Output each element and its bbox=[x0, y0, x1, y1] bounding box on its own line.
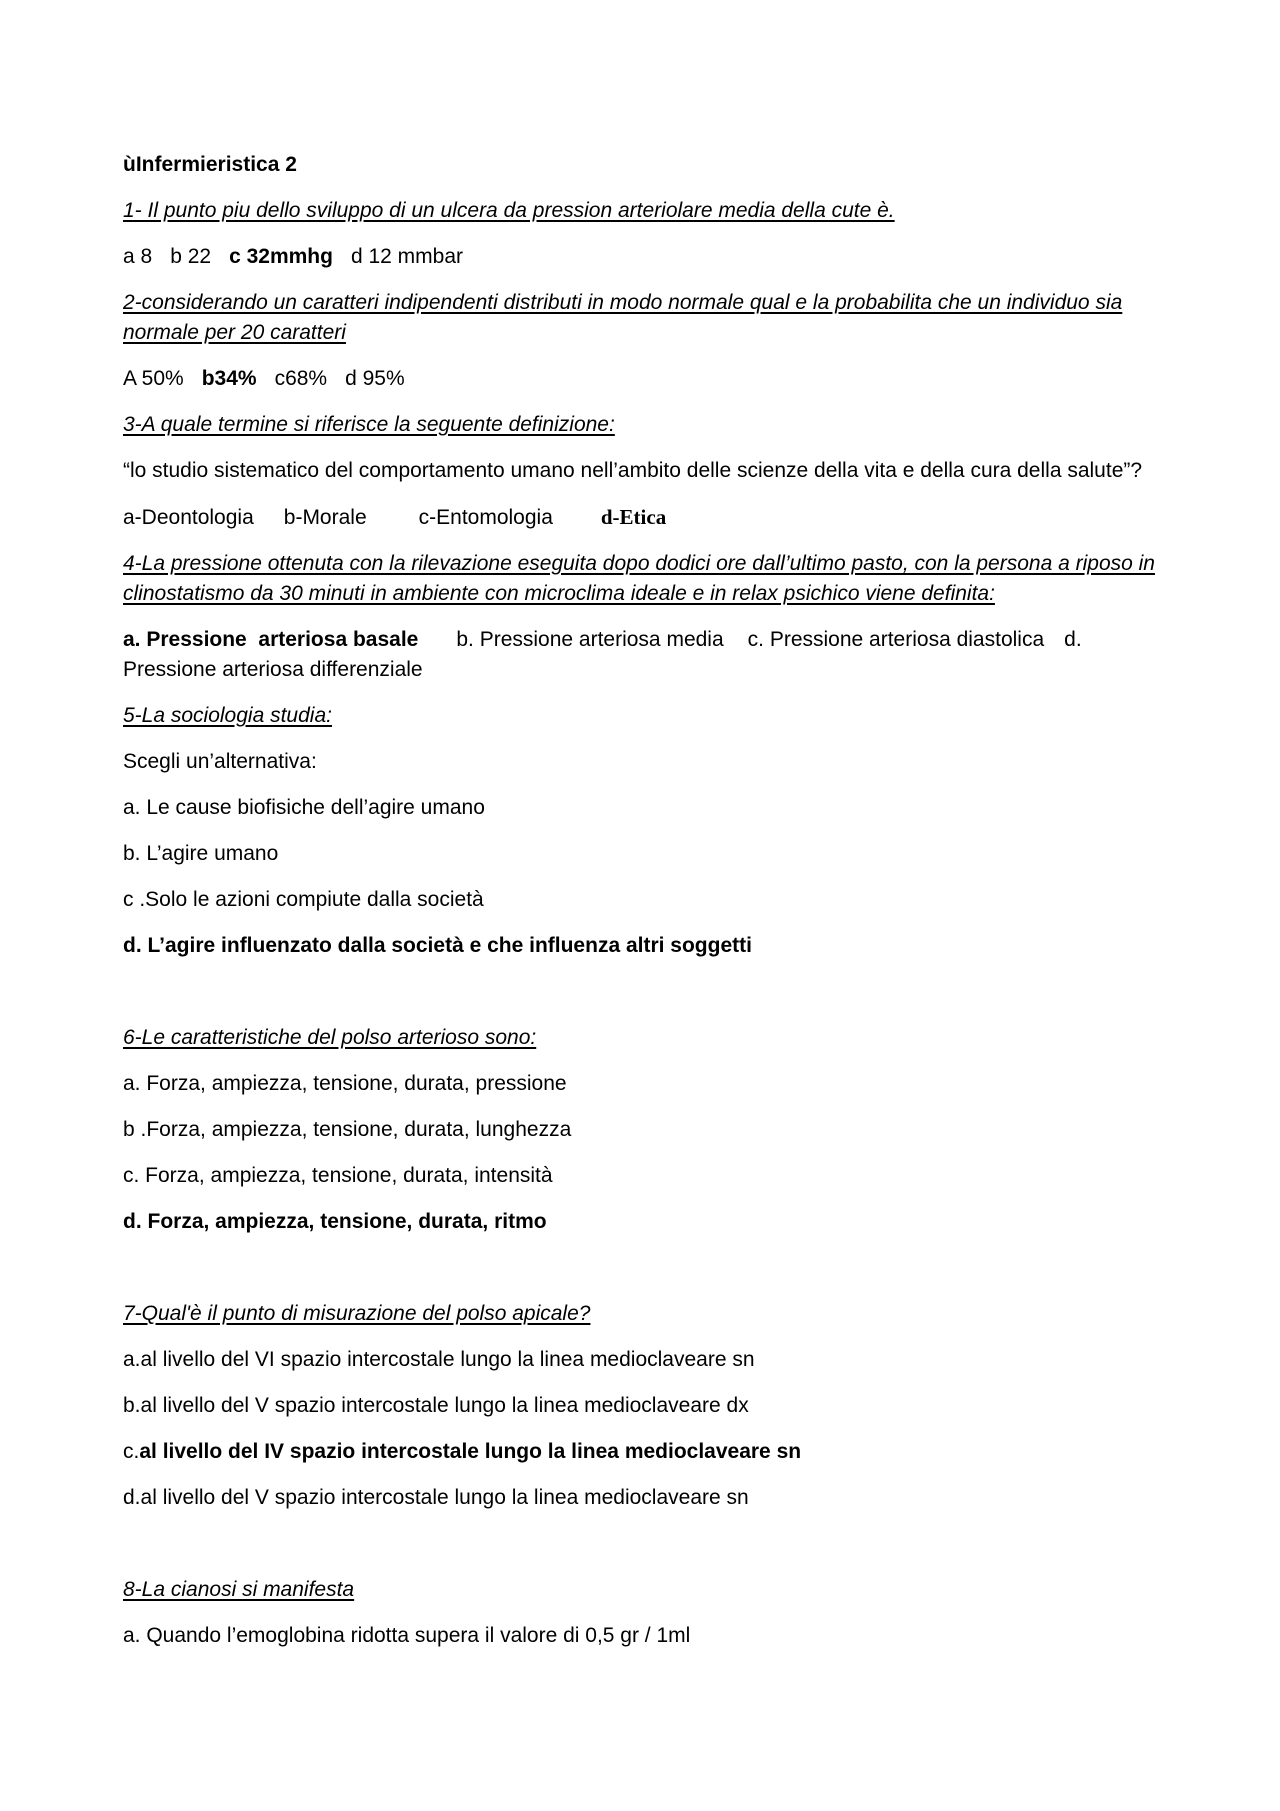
q7-option-c-correct bbox=[123, 1437, 1163, 1467]
q3-option-a: a-Deontologia bbox=[123, 506, 254, 529]
q7-option-d: d.al livello del V spazio intercostale lungo la linea medioclaveare sn bbox=[123, 1486, 749, 1509]
question-8: 8-La cianosi si manifesta bbox=[123, 1578, 355, 1601]
question-5-prompt: Scegli un’alternativa: bbox=[123, 750, 317, 773]
q6-option-c: c. Forza, ampiezza, tensione, durata, intensità bbox=[123, 1164, 553, 1187]
q7-option-c-text: al livello del IV spazio intercostale lungo la linea medioclaveare sn bbox=[139, 1440, 802, 1463]
question-1: 1- Il punto piu dello sviluppo di un ulcera da pression arteriolare media della cute è. bbox=[123, 199, 895, 222]
q3-option-b: b-Morale bbox=[283, 506, 367, 529]
q2-option-b-correct: b34% bbox=[201, 367, 257, 390]
q8-option-a: a. Quando l’emoglobina ridotta supera il valore di 0,5 gr / 1ml bbox=[123, 1624, 691, 1647]
question-5: 5-La sociologia studia: bbox=[123, 704, 332, 727]
question-6: 6-Le caratteristiche del polso arterioso sono: bbox=[123, 1026, 537, 1049]
q7-option-a: a.al livello del VI spazio intercostale lungo la linea medioclaveare sn bbox=[123, 1348, 755, 1371]
document-body bbox=[123, 150, 1163, 1667]
q1-option-c-correct: c 32mmhg bbox=[229, 245, 333, 268]
q5-option-a: a. Le cause biofisiche dell’agire umano bbox=[123, 796, 485, 819]
q4-option-b: b. Pressione arteriosa media bbox=[456, 628, 724, 651]
q6-option-a: a. Forza, ampiezza, tensione, durata, pressione bbox=[123, 1072, 567, 1095]
document-title: ùInfermieristica 2 bbox=[123, 153, 297, 176]
q1-option-a: a 8 bbox=[123, 245, 153, 268]
spacer bbox=[123, 977, 1163, 1023]
q3-option-c: c-Entomologia bbox=[418, 506, 553, 529]
question-2: 2-considerando un caratteri indipendenti distributi in modo normale qual e la probabilita che un individuo sia normale per 20 caratteri bbox=[123, 291, 1123, 344]
spacer bbox=[123, 1253, 1163, 1299]
question-3: 3-A quale termine si riferisce la seguente definizione: bbox=[123, 413, 615, 436]
q2-option-c: c68% bbox=[274, 367, 328, 390]
q1-option-d: d 12 mmbar bbox=[350, 245, 463, 268]
question-1-options bbox=[123, 242, 1163, 272]
spacer bbox=[123, 1529, 1163, 1575]
q4-option-a-correct: a. Pressione arteriosa basale bbox=[123, 628, 419, 651]
q2-option-d: d 95% bbox=[345, 367, 405, 390]
q5-option-b: b. L’agire umano bbox=[123, 842, 279, 865]
question-3-definition: “lo studio sistematico del comportamento umano nell’ambito delle scienze della vita e della cura della salute”? bbox=[123, 459, 1143, 482]
question-7: 7-Qual'è il punto di misurazione del polso apicale? bbox=[123, 1302, 591, 1325]
question-3-options bbox=[123, 502, 1163, 533]
q5-option-c: c .Solo le azioni compiute dalla società bbox=[123, 888, 484, 911]
q4-option-d: d. Pressione arteriosa differenziale bbox=[123, 628, 1082, 681]
q5-option-d-correct: d. L’agire influenzato dalla società e che influenza altri soggetti bbox=[123, 934, 752, 957]
q1-option-b: b 22 bbox=[170, 245, 212, 268]
question-4: 4-La pressione ottenuta con la rilevazione eseguita dopo dodici ore dall’ultimo pasto, con la persona a riposo in clinostatismo da 30 minuti in ambiente con microclima ideale e in relax psichico viene definita: bbox=[123, 552, 1155, 605]
q7-option-b: b.al livello del V spazio intercostale lungo la linea medioclaveare dx bbox=[123, 1394, 749, 1417]
q4-option-c: c. Pressione arteriosa diastolica bbox=[747, 628, 1045, 651]
q6-option-d-correct: d. Forza, ampiezza, tensione, durata, ritmo bbox=[123, 1210, 547, 1233]
question-2-options bbox=[123, 364, 1163, 394]
q3-option-d-correct: d-Etica bbox=[600, 505, 667, 529]
q7-option-c-letter: c. bbox=[123, 1440, 140, 1463]
q2-option-a: A 50% bbox=[123, 367, 184, 390]
question-4-options bbox=[123, 625, 1163, 685]
q6-option-b: b .Forza, ampiezza, tensione, durata, lunghezza bbox=[123, 1118, 572, 1141]
